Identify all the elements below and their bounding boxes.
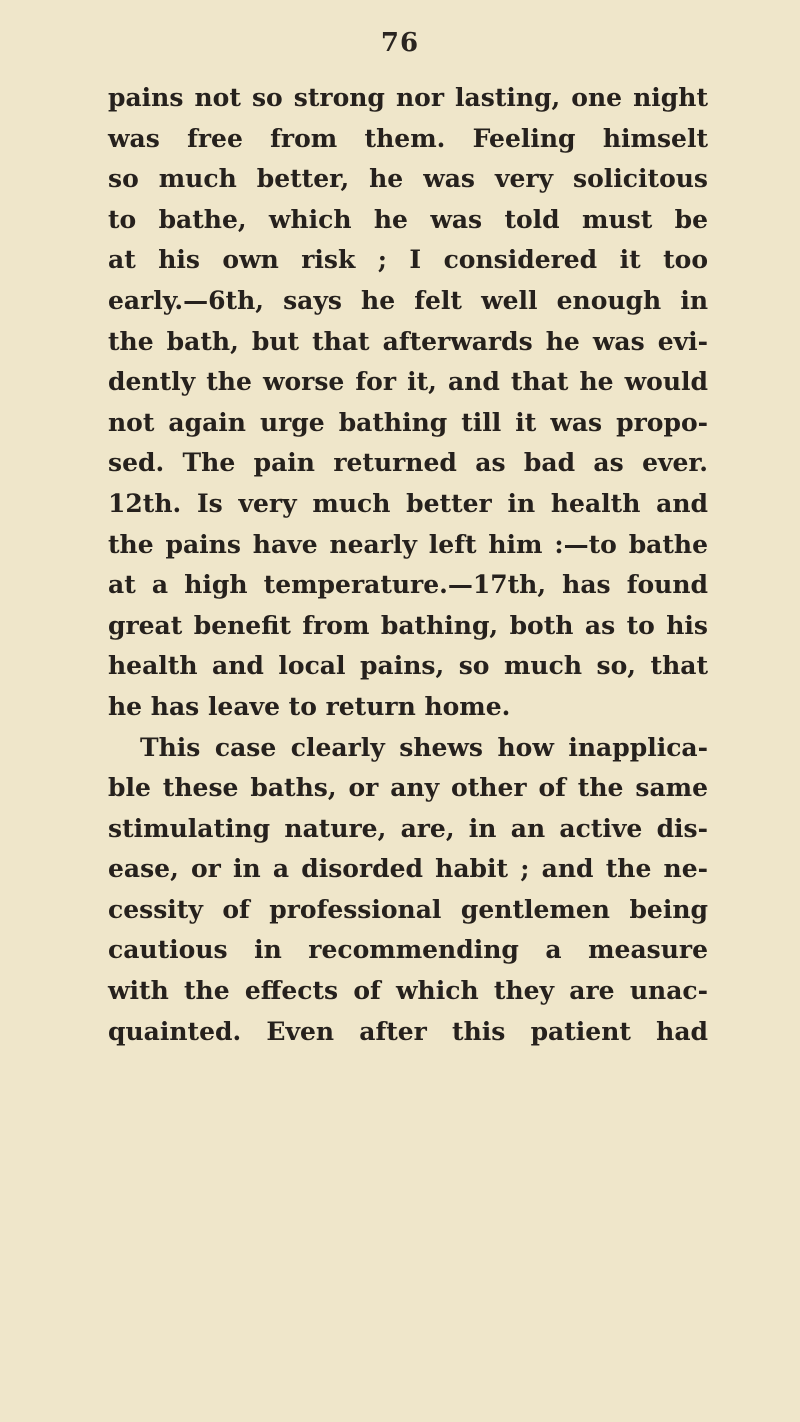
text-line: early.—6th, says he felt well enough in [108, 285, 708, 315]
text-line: the bath, but that afterwards he was evi- [108, 326, 708, 356]
text-line: was free from them. Feeling himselt [108, 123, 708, 153]
text-line: sed. The pain returned as bad as ever. [108, 448, 708, 478]
body-text [108, 78, 708, 1052]
text-line: ease, or in a disorded habit ; and the ne- [108, 854, 708, 884]
text-line: ble these baths, or any other of the same [108, 773, 708, 803]
text-line: so much better, he was very solicitous [108, 164, 708, 194]
text-line: 12th. Is very much better in health and [108, 488, 708, 518]
text-line: pains not so strong nor lasting, one night [108, 83, 708, 112]
text-line: great benefit from bathing, both as to his [108, 610, 708, 640]
text-line: at a high temperature.—17th, has found [108, 570, 708, 600]
text-line: with the effects of which they are unac- [108, 976, 708, 1006]
text-line: at his own risk ; I considered it too [108, 245, 708, 275]
text-line: to bathe, which he was told must be [108, 204, 708, 234]
text-line: health and local pains, so much so, that [108, 651, 708, 681]
text-line: cautious in recommending a measure [108, 935, 708, 965]
text-line: the pains have nearly left him :—to bathe [108, 529, 708, 559]
paragraph-end-line: he has leave to return home. [108, 691, 511, 721]
text-line: dently the worse for it, and that he would [108, 367, 708, 397]
text-line: stimulating nature, are, in an active dis- [108, 813, 708, 843]
text-line: cessity of professional gentlemen being [108, 894, 708, 924]
text-line: not again urge bathing till it was propo- [108, 407, 708, 437]
page-number: 76 [380, 28, 420, 58]
paragraph-start-line: This case clearly shews how inapplica- [140, 732, 708, 762]
text-line: quainted. Even after this patient had [108, 1016, 708, 1046]
